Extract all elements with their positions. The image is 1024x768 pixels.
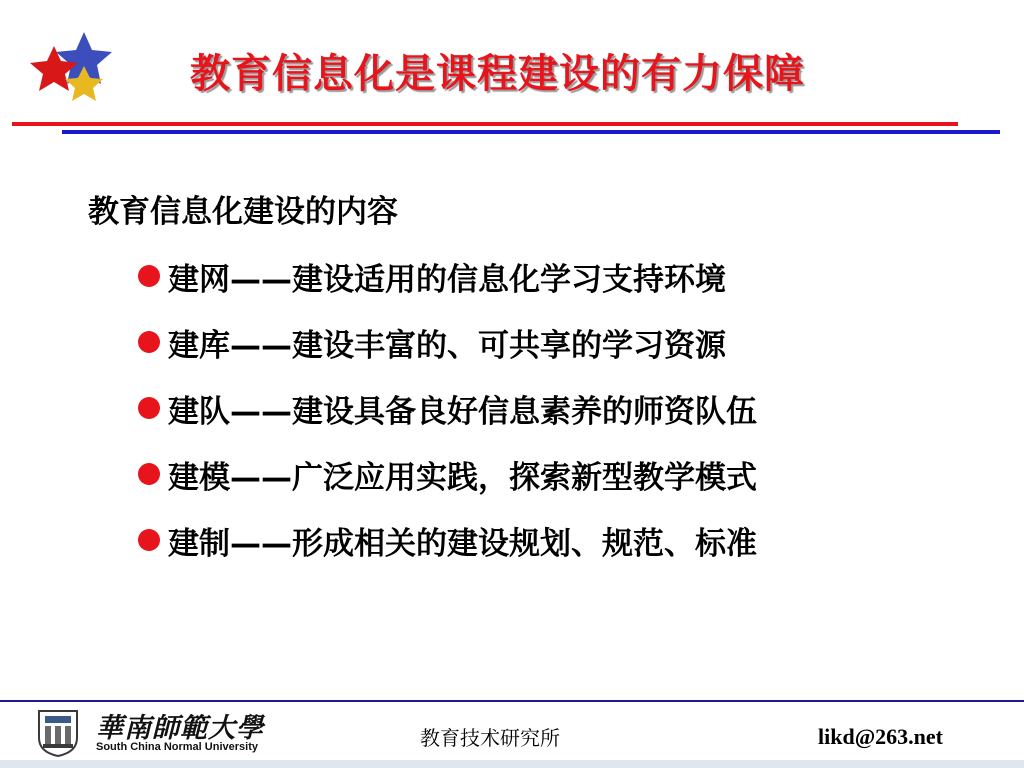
footer-department: 教育技术研究所	[420, 726, 560, 750]
bullet-label: 建模——广泛应用实践，探索新型教学模式	[168, 460, 757, 496]
bullet-item-system	[138, 518, 757, 584]
university-name-en: South China Normal University	[96, 741, 258, 753]
slide-title: 教育信息化是课程建设的有力保障	[190, 50, 805, 97]
stars-logo-icon	[22, 28, 122, 108]
bullet-item-model	[138, 452, 757, 518]
header-rule-blue	[62, 130, 1000, 134]
footer-rule	[0, 700, 1024, 702]
header-rule-red	[12, 122, 958, 126]
bullet-label: 建制——形成相关的建设规划、规范、标准	[168, 526, 757, 562]
bullet-dot-icon	[138, 331, 160, 353]
university-name-cn: 華南師範大學	[96, 713, 264, 744]
bullet-item-network	[138, 254, 757, 320]
bullet-dot-icon	[138, 529, 160, 551]
university-crest-icon	[36, 708, 80, 758]
bullet-dot-icon	[138, 265, 160, 287]
footer-band	[0, 760, 1024, 768]
section-heading: 教育信息化建设的内容	[88, 194, 398, 230]
bullet-label: 建库——建设丰富的、可共享的学习资源	[168, 328, 726, 364]
bullet-label: 建队——建设具备良好信息素养的师资队伍	[168, 394, 757, 430]
bullet-item-library	[138, 320, 757, 386]
bullet-item-team	[138, 386, 757, 452]
footer-email: likd@263.net	[818, 724, 943, 749]
bullet-dot-icon	[138, 397, 160, 419]
bullet-list	[138, 254, 757, 584]
bullet-dot-icon	[138, 463, 160, 485]
bullet-label: 建网——建设适用的信息化学习支持环境	[168, 262, 726, 298]
